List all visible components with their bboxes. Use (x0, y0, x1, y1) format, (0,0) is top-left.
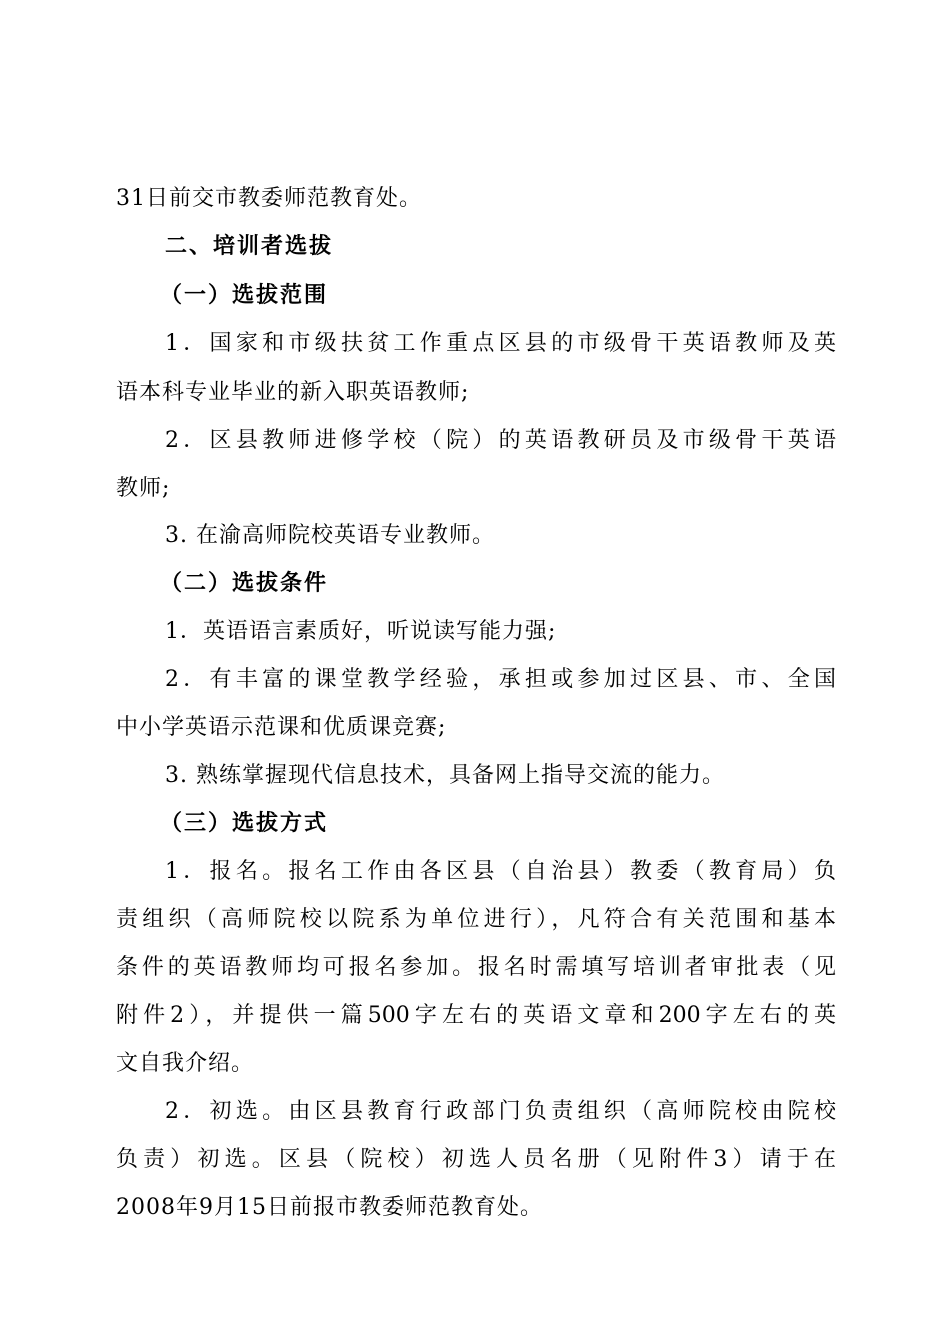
paragraph-line: 条件的英语教师均可报名参加。报名时需填写培训者审批表（见 (116, 955, 836, 980)
subsection-heading: （二）选拔条件 (160, 571, 329, 596)
section-heading: 二、培训者选拔 (165, 234, 334, 259)
subsection-heading: （三）选拔方式 (160, 811, 329, 836)
paragraph-line: 2．初选。由区县教育行政部门负责组织（高师院校由院校 (165, 1099, 836, 1124)
paragraph-line: 3. 在渝高师院校英语专业教师。 (165, 523, 495, 548)
paragraph-line: 教师; (116, 476, 171, 501)
paragraph-line: 语本科专业毕业的新入职英语教师; (116, 380, 470, 405)
paragraph-line: 1．国家和市级扶贫工作重点区县的市级骨干英语教师及英 (165, 331, 836, 356)
paragraph-line: 3. 熟练掌握现代信息技术，具备网上指导交流的能力。 (165, 763, 725, 788)
paragraph-line: 中小学英语示范课和优质课竞赛; (116, 715, 447, 740)
paragraph-line: 2．有丰富的课堂教学经验，承担或参加过区县、市、全国 (165, 667, 836, 692)
paragraph-line: 附件2），并提供一篇500字左右的英语文章和200字左右的英 (116, 1003, 836, 1028)
subsection-heading: （一）选拔范围 (160, 283, 329, 308)
paragraph-line: 负责）初选。区县（院校）初选人员名册（见附件3）请于在 (116, 1147, 836, 1172)
paragraph-line: 1．英语语言素质好，听说读写能力强; (165, 619, 557, 644)
paragraph-line: 2008年9月15日前报市教委师范教育处。 (116, 1195, 543, 1220)
paragraph-line: 1．报名。报名工作由各区县（自治县）教委（教育局）负 (165, 859, 836, 884)
paragraph-line: 责组织（高师院校以院系为单位进行），凡符合有关范围和基本 (116, 907, 836, 932)
paragraph-line: 31日前交市教委师范教育处。 (116, 186, 422, 211)
paragraph-line: 文自我介绍。 (116, 1051, 255, 1076)
paragraph-line: 2．区县教师进修学校（院）的英语教研员及市级骨干英语 (165, 428, 836, 453)
